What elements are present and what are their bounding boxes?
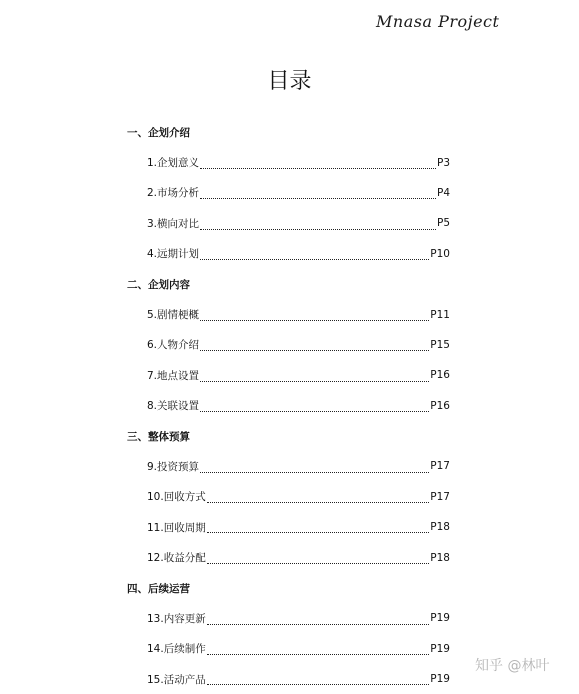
toc-entry[interactable] (0, 360, 450, 390)
toc-entry[interactable] (0, 178, 450, 208)
table-of-contents (0, 117, 579, 694)
dot-leader (200, 381, 429, 382)
toc-entry-label: 11.回收周期 (147, 521, 206, 534)
toc-entry-page: P16 (430, 399, 450, 412)
toc-entry[interactable] (0, 391, 450, 421)
toc-entry-label: 6.人物介绍 (147, 339, 200, 352)
toc-entry-page: P17 (430, 460, 450, 473)
section-heading: 四、后续运营 (127, 582, 190, 595)
toc-entry[interactable] (0, 482, 450, 512)
toc-entry[interactable] (0, 299, 450, 329)
toc-entry-label: 1.企划意义 (147, 157, 200, 170)
toc-entry[interactable] (0, 239, 450, 269)
toc-entry-label: 5.剧情梗概 (147, 309, 200, 322)
toc-entry-page: P18 (430, 521, 450, 534)
dot-leader (200, 411, 429, 412)
section-heading: 二、企划内容 (127, 278, 190, 291)
dot-leader (207, 563, 430, 564)
toc-entry[interactable] (0, 603, 450, 633)
brand-header: Mnasa Project (376, 12, 500, 31)
toc-entry[interactable] (0, 147, 450, 177)
toc-entry-page: P19 (430, 673, 450, 686)
toc-entry-label: 15.活动产品 (147, 673, 206, 686)
dot-leader (200, 472, 429, 473)
toc-entry[interactable] (0, 208, 450, 238)
toc-entry[interactable] (0, 451, 450, 481)
toc-entry-page: P16 (430, 369, 450, 382)
section-heading: 一、企划介绍 (127, 126, 190, 139)
toc-entry-page: P4 (436, 186, 450, 199)
dot-leader (200, 259, 429, 260)
toc-entry-page: P11 (430, 308, 450, 321)
toc-entry-label: 10.回收方式 (147, 491, 206, 504)
dot-leader (200, 229, 436, 230)
toc-entry-label: 7.地点设置 (147, 369, 200, 382)
toc-entry-label: 14.后续制作 (147, 643, 206, 656)
toc-entry[interactable] (0, 512, 450, 542)
dot-leader (207, 532, 430, 533)
toc-entry-label: 12.收益分配 (147, 552, 206, 565)
toc-entry-label: 8.关联设置 (147, 400, 200, 413)
toc-entry-label: 4.远期计划 (147, 248, 200, 261)
dot-leader (207, 654, 430, 655)
toc-entry[interactable] (0, 330, 450, 360)
watermark: 知乎 @林叶 (475, 658, 550, 674)
toc-entry-label: 13.内容更新 (147, 612, 206, 625)
dot-leader (200, 198, 436, 199)
toc-entry-page: P19 (430, 612, 450, 625)
dot-leader (200, 168, 436, 169)
toc-entry-page: P5 (436, 217, 450, 230)
toc-entry-page: P17 (430, 490, 450, 503)
dot-leader (207, 502, 430, 503)
toc-entry-label: 3.横向对比 (147, 217, 200, 230)
toc-entry-label: 2.市场分析 (147, 187, 200, 200)
toc-entry[interactable] (0, 634, 450, 664)
dot-leader (200, 350, 429, 351)
dot-leader (200, 320, 429, 321)
toc-entry-page: P10 (430, 247, 450, 260)
toc-entry-label: 9.投资预算 (147, 460, 200, 473)
toc-entry[interactable] (0, 664, 450, 694)
toc-entry-page: P18 (430, 551, 450, 564)
page-title: 目录 (267, 69, 312, 94)
section-heading: 三、整体预算 (127, 430, 190, 443)
toc-entry-page: P19 (430, 642, 450, 655)
dot-leader (207, 624, 430, 625)
dot-leader (207, 684, 430, 685)
toc-entry-page: P3 (436, 156, 450, 169)
toc-entry-page: P15 (430, 338, 450, 351)
toc-entry[interactable] (0, 542, 450, 572)
